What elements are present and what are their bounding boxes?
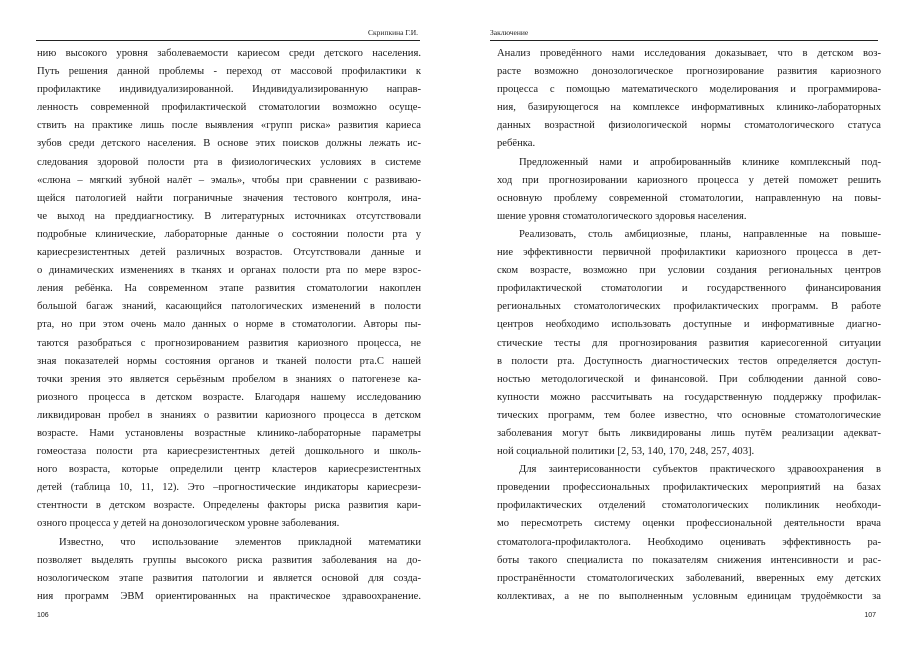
text-line: риозного процесса в детском возрасте. Благодаря нашему исследованию (37, 391, 421, 403)
page-number: 106 (37, 612, 49, 619)
text-line: ствить на практике лишь после выявления «групп риска» развития кариеса (37, 120, 421, 132)
text-line: ленность современной профилактической стоматологии возможно осуще- (37, 102, 421, 114)
text-line: мо пересмотреть систему оценки профессиональной деятельности врача (497, 518, 881, 530)
text-line: зубов среди детского населения. В основе этих поисков должны лежать ис- (37, 138, 421, 150)
text-line: Реализовать, столь амбициозные, планы, направленные на повыше- (519, 228, 881, 240)
text-line: точки зрения это является серьёзным пробелом в знаниях о патогенезе ка- (37, 373, 421, 385)
text-line: кариесрезистентных детей различных возрастов. Отсутствовали данные и (37, 247, 421, 259)
text-line: нозологическом этапе развития патологии и является основой для созда- (37, 572, 421, 584)
text-line: боты такого специалиста по показателям снижения интенсивности и рас- (497, 554, 881, 566)
text-line: профилактических отделений стоматологических поликлиник необходи- (497, 500, 881, 512)
text-line: Для заинтерисованности субъектов практического здравоохранения в (519, 464, 881, 476)
right-page-body (497, 45, 881, 606)
text-line: стоматолога-профилактолога. Необходимо оценивать эффективность ра- (497, 536, 881, 548)
text-line: центров необходимо использовать доступные и информативные диагно- (497, 319, 881, 331)
page-number: 107 (864, 612, 876, 619)
header-rule (490, 40, 878, 41)
text-line: проведении профессиональных профилактических мероприятий на базах (497, 482, 881, 494)
text-line: стентности в детском возрасте. Определены факторы риска развития кари- (37, 500, 421, 512)
text-line: стические тесты для прогнозирования развития кариесогенной ситуации (497, 337, 881, 349)
left-page-body (37, 45, 421, 606)
text-line: в полости рта. Доступность диагностических тестов определяется доступ- (497, 355, 881, 367)
text-line: ликвидирован пробел в знаниях о развитии кариозного процесса в детском (37, 409, 421, 421)
text-line: ском возрасте, возможно при условии создания региональных центров (497, 265, 881, 277)
text-line: зная показателей нормы состояния органов и тканей полости рта.С нашей (37, 355, 421, 367)
text-line: щейся патологией найти пограничные значения тестового контроля, ина- (37, 192, 421, 204)
text-line: ние эффективности первичной профилактики кариозного процесса в дет- (497, 247, 881, 259)
text-line: возрасте. Нами установлены возрастные клинико-лабораторные параметры (37, 427, 421, 439)
text-line: таются разобраться с прогнозированием развития кариозного процесса, не (37, 337, 421, 349)
text-line: заболевания могут быть ликвидированы лишь путём реализации адекват- (497, 427, 881, 439)
text-line: ния программ ЭВМ ориентированных на практическое здравоохранение. (37, 590, 421, 602)
text-line: данных возрастной физиологической нормы стоматологического статуса (497, 120, 881, 132)
text-line: пространённости стоматологических заболеваний, вверенных ему детских (497, 572, 881, 584)
text-line: расте возможно донозологическое прогнозирование развития кариозного (497, 66, 881, 78)
text-line: рта, но при этом очень мало данных о норме в стоматологии. Авторы пы- (37, 319, 421, 331)
text-line: ностью методологической и финансовой. При соблюдении данной сово- (497, 373, 881, 385)
text-line: че выход на преддиагностику. В литературных источниках отсутствовали (37, 210, 421, 222)
text-line: ного возраста, которые определили центр кластеров кариесрезистентных (37, 464, 421, 476)
text-line: региональных стоматологических профилактических программ. В работе (497, 301, 881, 313)
running-head-author: Скрипкина Г.И. (368, 28, 418, 37)
text-line: ребёнка. (497, 138, 536, 150)
text-line: «слюна – мягкий зубной налёт – эмаль», чтобы при сравнении с развиваю- (37, 174, 421, 186)
text-line: детей (таблица 10, 11, 12). Это –прогностические индикаторы кариесрези- (37, 482, 421, 494)
text-line: Путь решения данной проблемы - переход от массовой профилактики к (37, 66, 421, 78)
text-line: ход при прогнозировании кариозного процесса у детей поможет решить (497, 174, 881, 186)
header-rule (36, 40, 420, 41)
text-line: о динамических изменениях в тканях и органах полости рта по мере взрос- (37, 265, 421, 277)
text-line: озного процесса у детей на донозологическом уровне заболевания. (37, 518, 340, 530)
text-line: подробные клинические, лабораторные данные о состоянии полости рта у (37, 228, 421, 240)
text-line: купности можно рассчитывать на государственную поддержку профилак- (497, 391, 881, 403)
text-line: следования здоровой полости рта в физиологических условиях в системе (37, 156, 421, 168)
text-line: основную проблему современной стоматологии, направленную на повы- (497, 192, 881, 204)
text-line: Известно, что использование элементов прикладной математики (59, 536, 421, 548)
text-line: нию высокого уровня заболеваемости кариесом среди детского населения. (37, 48, 421, 59)
text-line: коллективах, а не по выполненным условным единицам трудоёмкости за (497, 590, 881, 602)
text-line: ния, базирующегося на комплексе информативных клинико-лабораторных (497, 102, 881, 114)
text-line: процесса с помощью математического моделирования и программирова- (497, 84, 881, 96)
text-line: шение уровня стоматологического здоровья населения. (497, 210, 747, 222)
text-line: позволяет выделять группы высокого риска развития заболевания на до- (37, 554, 421, 566)
text-line: Предложенный нами и апробированныйв клинике комплексный под- (519, 156, 881, 168)
text-line: ления ребёнка. На современном этапе развития стоматологии накоплен (37, 283, 421, 295)
text-line: профилактике индивидуализированной. Индивидуализированную направ- (37, 84, 421, 96)
text-line: Анализ проведённого нами исследования доказывает, что в детском воз- (497, 48, 881, 59)
right-page (458, 0, 916, 650)
text-line: профилактической стоматологии и государственного финансирования (497, 283, 881, 295)
text-line: большой багаж знаний, касающийся патологических изменений в полости (37, 301, 421, 313)
text-line: гомеостаза полости рта кариесрезистентных детей дошкольного и школь- (37, 446, 421, 458)
text-line: ной социальной политики [2, 53, 140, 170, 248, 257, 403]. (497, 446, 755, 458)
text-line: тических программ, тем более известно, что основные стоматологические (497, 409, 881, 421)
running-head-chapter: Заключение (490, 28, 529, 37)
